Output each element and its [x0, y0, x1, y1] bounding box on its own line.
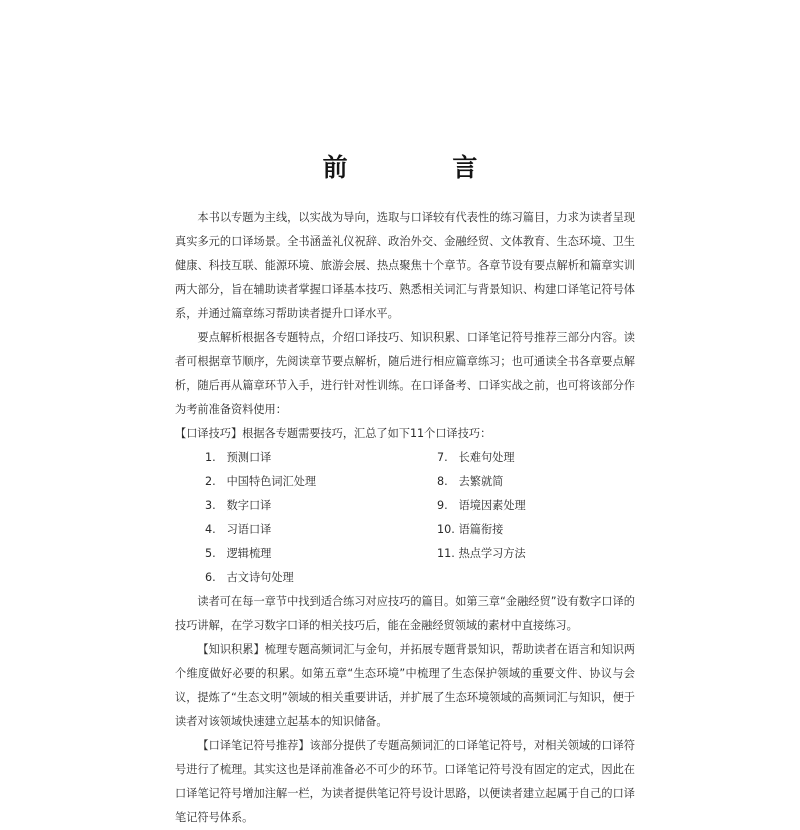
skill-label: 古文诗句处理 — [226, 571, 294, 584]
skill-number: 8. — [437, 475, 448, 488]
skill-item — [175, 518, 407, 542]
skill-item — [407, 470, 635, 494]
skill-item — [175, 494, 407, 518]
paragraph-skills-intro: 【口译技巧】根据各专题需要技巧，汇总了如下11个口译技巧： — [175, 427, 492, 440]
skill-label: 数字口译 — [226, 499, 272, 512]
paragraph-structure: 要点解析根据各专题特点，介绍口译技巧、知识积累、口译笔记符号推荐三部分内容。读者可根据章节顺序，先阅读章节要点解析，随后进行相应篇章练习；也可通读全书各章要点解析，随后再从篇章环节入手，进行针对性训练。在口译备考、口译实战之前，也可将该部分作为考前准备资料使用： — [175, 331, 635, 416]
paragraph-intro: 本书以专题为主线，以实战为导向，选取与口译较有代表性的练习篇目，力求为读者呈现真实多元的口译场景。全书涵盖礼仪祝辞、政治外交、金融经贸、文体教育、生态环境、卫生健康、科技互联、能源环境、旅游会展、热点聚焦十个章节。各章节设有要点解析和篇章实训两大部分，旨在辅助读者掌握口译基本技巧、熟悉相关词汇与背景知识、构建口译笔记符号体系，并通过篇章练习帮助读者提升口译水平。 — [175, 211, 635, 320]
skill-number: 6. — [205, 571, 216, 584]
skill-item — [175, 566, 407, 590]
skill-number: 1. — [205, 451, 216, 464]
skills-list — [175, 446, 635, 590]
skill-number: 4. — [205, 523, 216, 536]
skill-label: 语篇衔接 — [458, 523, 504, 536]
skill-number: 11. — [437, 547, 455, 560]
skill-item — [407, 542, 635, 566]
skill-item — [407, 494, 635, 518]
skill-number: 9. — [437, 499, 448, 512]
skill-item — [407, 446, 635, 470]
skill-label: 长难句处理 — [458, 451, 515, 464]
paragraph-note-symbols: 【口译笔记符号推荐】该部分提供了专题高频词汇的口译笔记符号，对相关领域的口译符号进行了梳理。其实这也是译前准备必不可少的环节。口译笔记符号没有固定的定式，因此在口译笔记符号增加注解一栏，为读者提供笔记符号设计思路，以便读者建立起属于自己的口译笔记符号体系。 — [175, 739, 635, 824]
skill-label: 去繁就简 — [458, 475, 504, 488]
skill-item — [407, 518, 635, 542]
skill-label: 逻辑梳理 — [226, 547, 272, 560]
skill-number: 7. — [437, 451, 448, 464]
preface-body — [175, 206, 635, 830]
skill-number: 10. — [437, 523, 455, 536]
page-title: 前 言 — [322, 153, 526, 182]
skill-label: 预测口译 — [226, 451, 272, 464]
skill-label: 中国特色词汇处理 — [226, 475, 317, 488]
skill-item — [175, 446, 407, 470]
paragraph-knowledge: 【知识积累】梳理专题高频词汇与金句，并拓展专题背景知识，帮助读者在语言和知识两个维度做好必要的积累。如第五章“生态环境”中梳理了生态保护领域的重要文件、协议与会议，提炼了“生态文明”领域的相关重要讲话，并扩展了生态环境领域的高频词汇与知识，便于读者对该领域快速建立起基本的知识储备。 — [175, 643, 635, 728]
paragraph-skills-usage: 读者可在每一章节中找到适合练习对应技巧的篇目。如第三章“金融经贸”设有数字口译的技巧讲解，在学习数字口译的相关技巧后，能在金融经贸领域的素材中直接练习。 — [175, 595, 635, 632]
skill-item — [175, 542, 407, 566]
skill-label: 习语口译 — [226, 523, 272, 536]
skill-label: 语境因素处理 — [458, 499, 526, 512]
skill-label: 热点学习方法 — [458, 547, 526, 560]
skill-item — [175, 470, 407, 494]
skill-number: 2. — [205, 475, 216, 488]
skill-number: 3. — [205, 499, 216, 512]
skill-number: 5. — [205, 547, 216, 560]
